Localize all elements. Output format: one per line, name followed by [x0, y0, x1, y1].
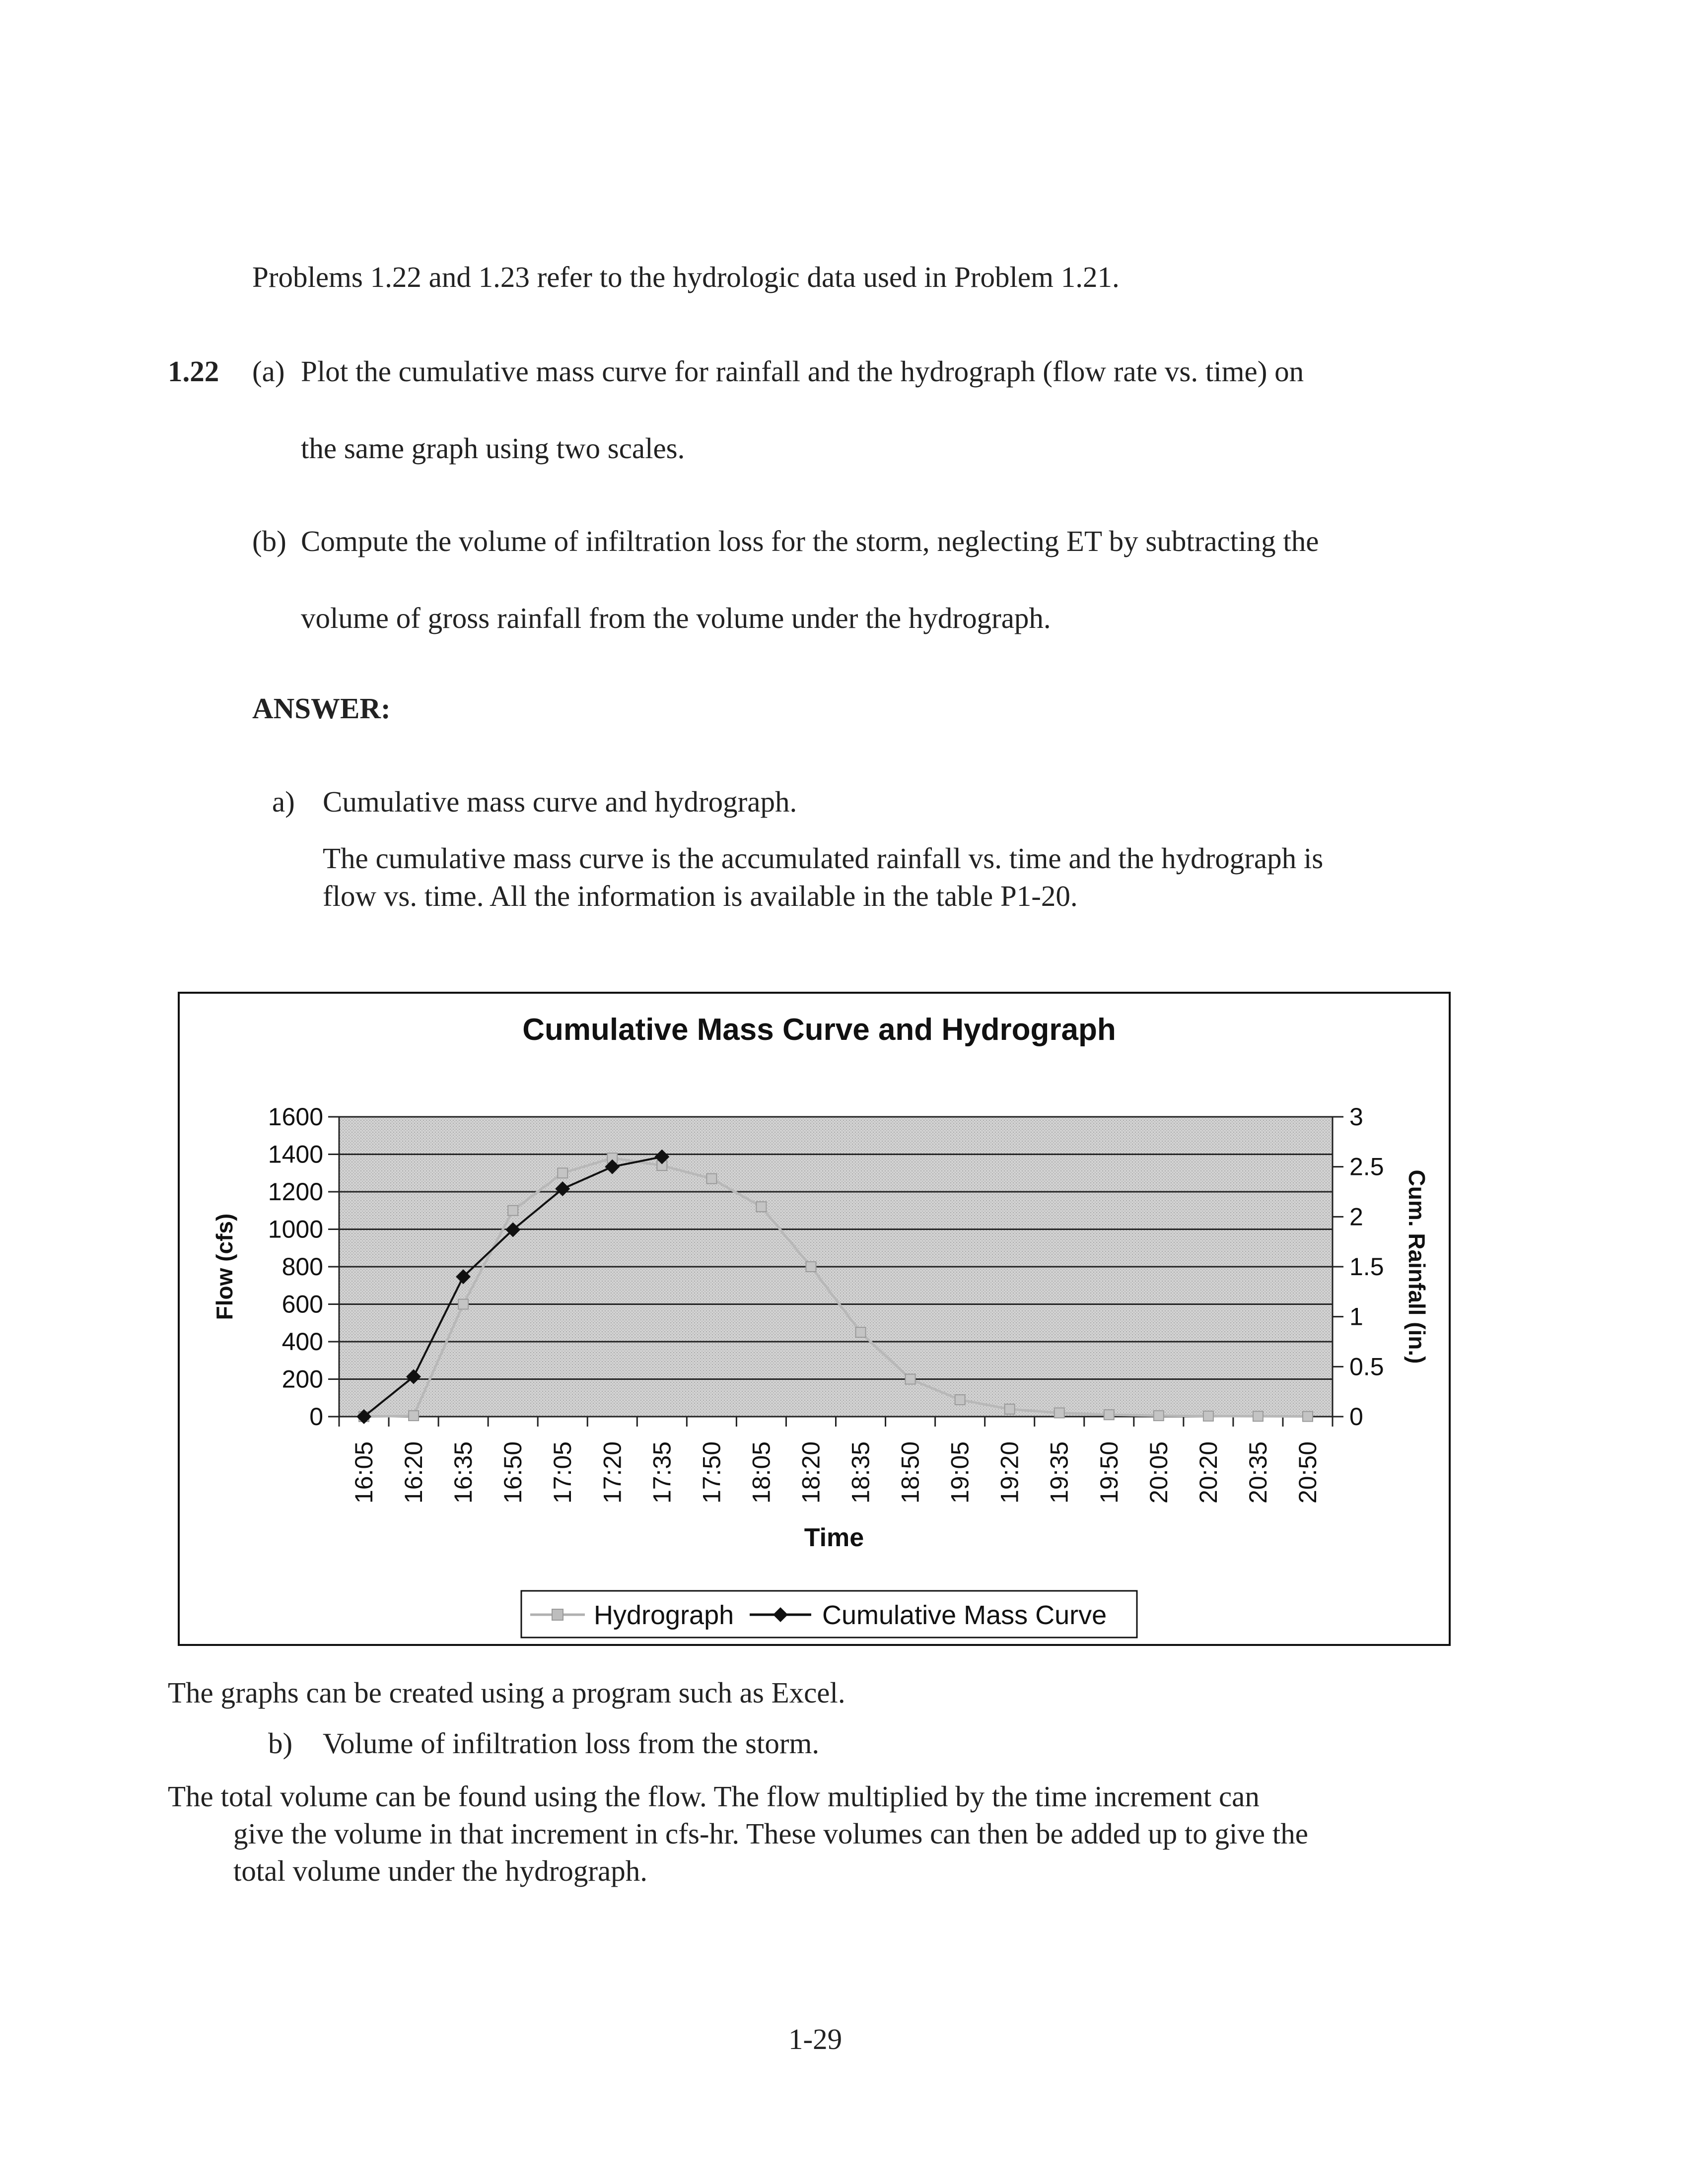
hydrograph-point [955, 1395, 965, 1405]
chart-title: Cumulative Mass Curve and Hydrograph [522, 1013, 1116, 1047]
hydrograph-point [906, 1374, 915, 1384]
y-tick-label: 800 [281, 1253, 323, 1281]
hydrograph-point [706, 1174, 716, 1184]
hydrograph-point [856, 1327, 866, 1337]
x-tick-label: 16:05 [350, 1441, 378, 1504]
x-tick-label: 17:50 [698, 1441, 726, 1504]
hydrograph-point [1303, 1412, 1313, 1422]
part-a-label: (a) [252, 355, 285, 388]
y2-tick-label: 3 [1349, 1103, 1363, 1131]
part-a-line-1: Plot the cumulative mass curve for rainfall and the hydrograph (flow rate vs. time) on [301, 355, 1304, 388]
y-tick-label: 1400 [268, 1140, 323, 1168]
hydrograph-point [1104, 1410, 1114, 1420]
answer-a-label: a) [272, 785, 295, 818]
y-tick-label: 1600 [268, 1103, 323, 1131]
x-tick-label: 19:05 [946, 1441, 974, 1504]
hydrograph-point [508, 1206, 518, 1216]
answer-b-title: Volume of infiltration loss from the storm. [323, 1727, 820, 1760]
part-b-label: (b) [252, 525, 286, 557]
x-tick-label: 20:20 [1194, 1441, 1222, 1504]
hydrograph-point [1055, 1408, 1064, 1418]
y-axis-label: Flow (cfs) [211, 1213, 237, 1320]
y-tick-label: 400 [281, 1328, 323, 1356]
x-tick-label: 18:05 [747, 1441, 775, 1504]
hydrograph-point [756, 1202, 766, 1212]
y-tick-label: 1200 [268, 1178, 323, 1206]
answer-a-title: Cumulative mass curve and hydrograph. [323, 785, 797, 818]
x-tick-label: 20:50 [1293, 1441, 1322, 1504]
x-axis-label: Time [804, 1523, 864, 1552]
y2-tick-label: 0 [1349, 1403, 1363, 1431]
x-tick-label: 19:35 [1045, 1441, 1073, 1504]
hydrograph-point [1203, 1411, 1213, 1421]
answer-b-text-1: The total volume can be found using the flow. The flow multiplied by the time increment can [168, 1780, 1260, 1813]
page-number: 1-29 [788, 2023, 843, 2055]
intro-text: Problems 1.22 and 1.23 refer to the hydrologic data used in Problem 1.21. [252, 261, 1120, 293]
hydrograph-point [1253, 1411, 1263, 1421]
hydrograph-point [1005, 1404, 1015, 1414]
part-b-line-2: volume of gross rainfall from the volume under the hydrograph. [301, 602, 1051, 634]
legend-label-cumulative: Cumulative Mass Curve [822, 1600, 1107, 1630]
part-a-line-2: the same graph using two scales. [301, 432, 685, 465]
y-tick-label: 200 [281, 1365, 323, 1393]
y2-tick-label: 2 [1349, 1203, 1363, 1231]
answer-a-text-2: flow vs. time. All the information is available in the table P1-20. [323, 880, 1078, 912]
x-tick-label: 18:20 [797, 1441, 825, 1504]
x-tick-label: 20:35 [1244, 1441, 1272, 1504]
problem-number: 1.22 [168, 355, 219, 388]
y2-axis-label: Cum. Rainfall (in.) [1404, 1169, 1430, 1364]
hydrograph-point [806, 1262, 816, 1272]
x-tick-label: 16:20 [400, 1441, 428, 1504]
answer-heading: ANSWER: [252, 692, 391, 725]
y-tick-label: 1000 [268, 1215, 323, 1243]
y2-tick-label: 1.5 [1349, 1253, 1384, 1281]
hydrograph-point [458, 1299, 468, 1309]
y2-tick-label: 1 [1349, 1302, 1363, 1331]
answer-b-label: b) [268, 1727, 293, 1760]
answer-a-text-1: The cumulative mass curve is the accumulated rainfall vs. time and the hydrograph is [323, 842, 1324, 875]
answer-b-text-3: total volume under the hydrograph. [233, 1854, 647, 1887]
y-tick-label: 0 [309, 1403, 323, 1431]
x-tick-label: 19:50 [1095, 1441, 1123, 1504]
y-tick-label: 600 [281, 1290, 323, 1318]
x-tick-label: 20:05 [1144, 1441, 1173, 1504]
x-tick-label: 18:50 [896, 1441, 924, 1504]
x-tick-label: 16:50 [499, 1441, 527, 1504]
part-b-line-1: Compute the volume of infiltration loss for the storm, neglecting ET by subtracting the [301, 525, 1319, 557]
x-tick-label: 18:35 [846, 1441, 875, 1504]
y2-tick-label: 0.5 [1349, 1353, 1384, 1381]
legend-label-hydrograph: Hydrograph [594, 1600, 734, 1630]
x-tick-label: 17:20 [598, 1441, 627, 1504]
hydrograph-point [1154, 1411, 1164, 1421]
after-chart-text: The graphs can be created using a program such as Excel. [168, 1676, 845, 1709]
hydrograph-point [409, 1411, 419, 1421]
hydrograph-point [558, 1168, 567, 1178]
x-tick-label: 17:05 [549, 1441, 577, 1504]
x-tick-label: 16:35 [449, 1441, 478, 1504]
answer-b-text-2: give the volume in that increment in cfs-hr. These volumes can then be added up to give the [233, 1817, 1308, 1850]
x-tick-label: 17:35 [648, 1441, 676, 1504]
y2-tick-label: 2.5 [1349, 1153, 1384, 1181]
x-tick-label: 19:20 [995, 1441, 1024, 1504]
